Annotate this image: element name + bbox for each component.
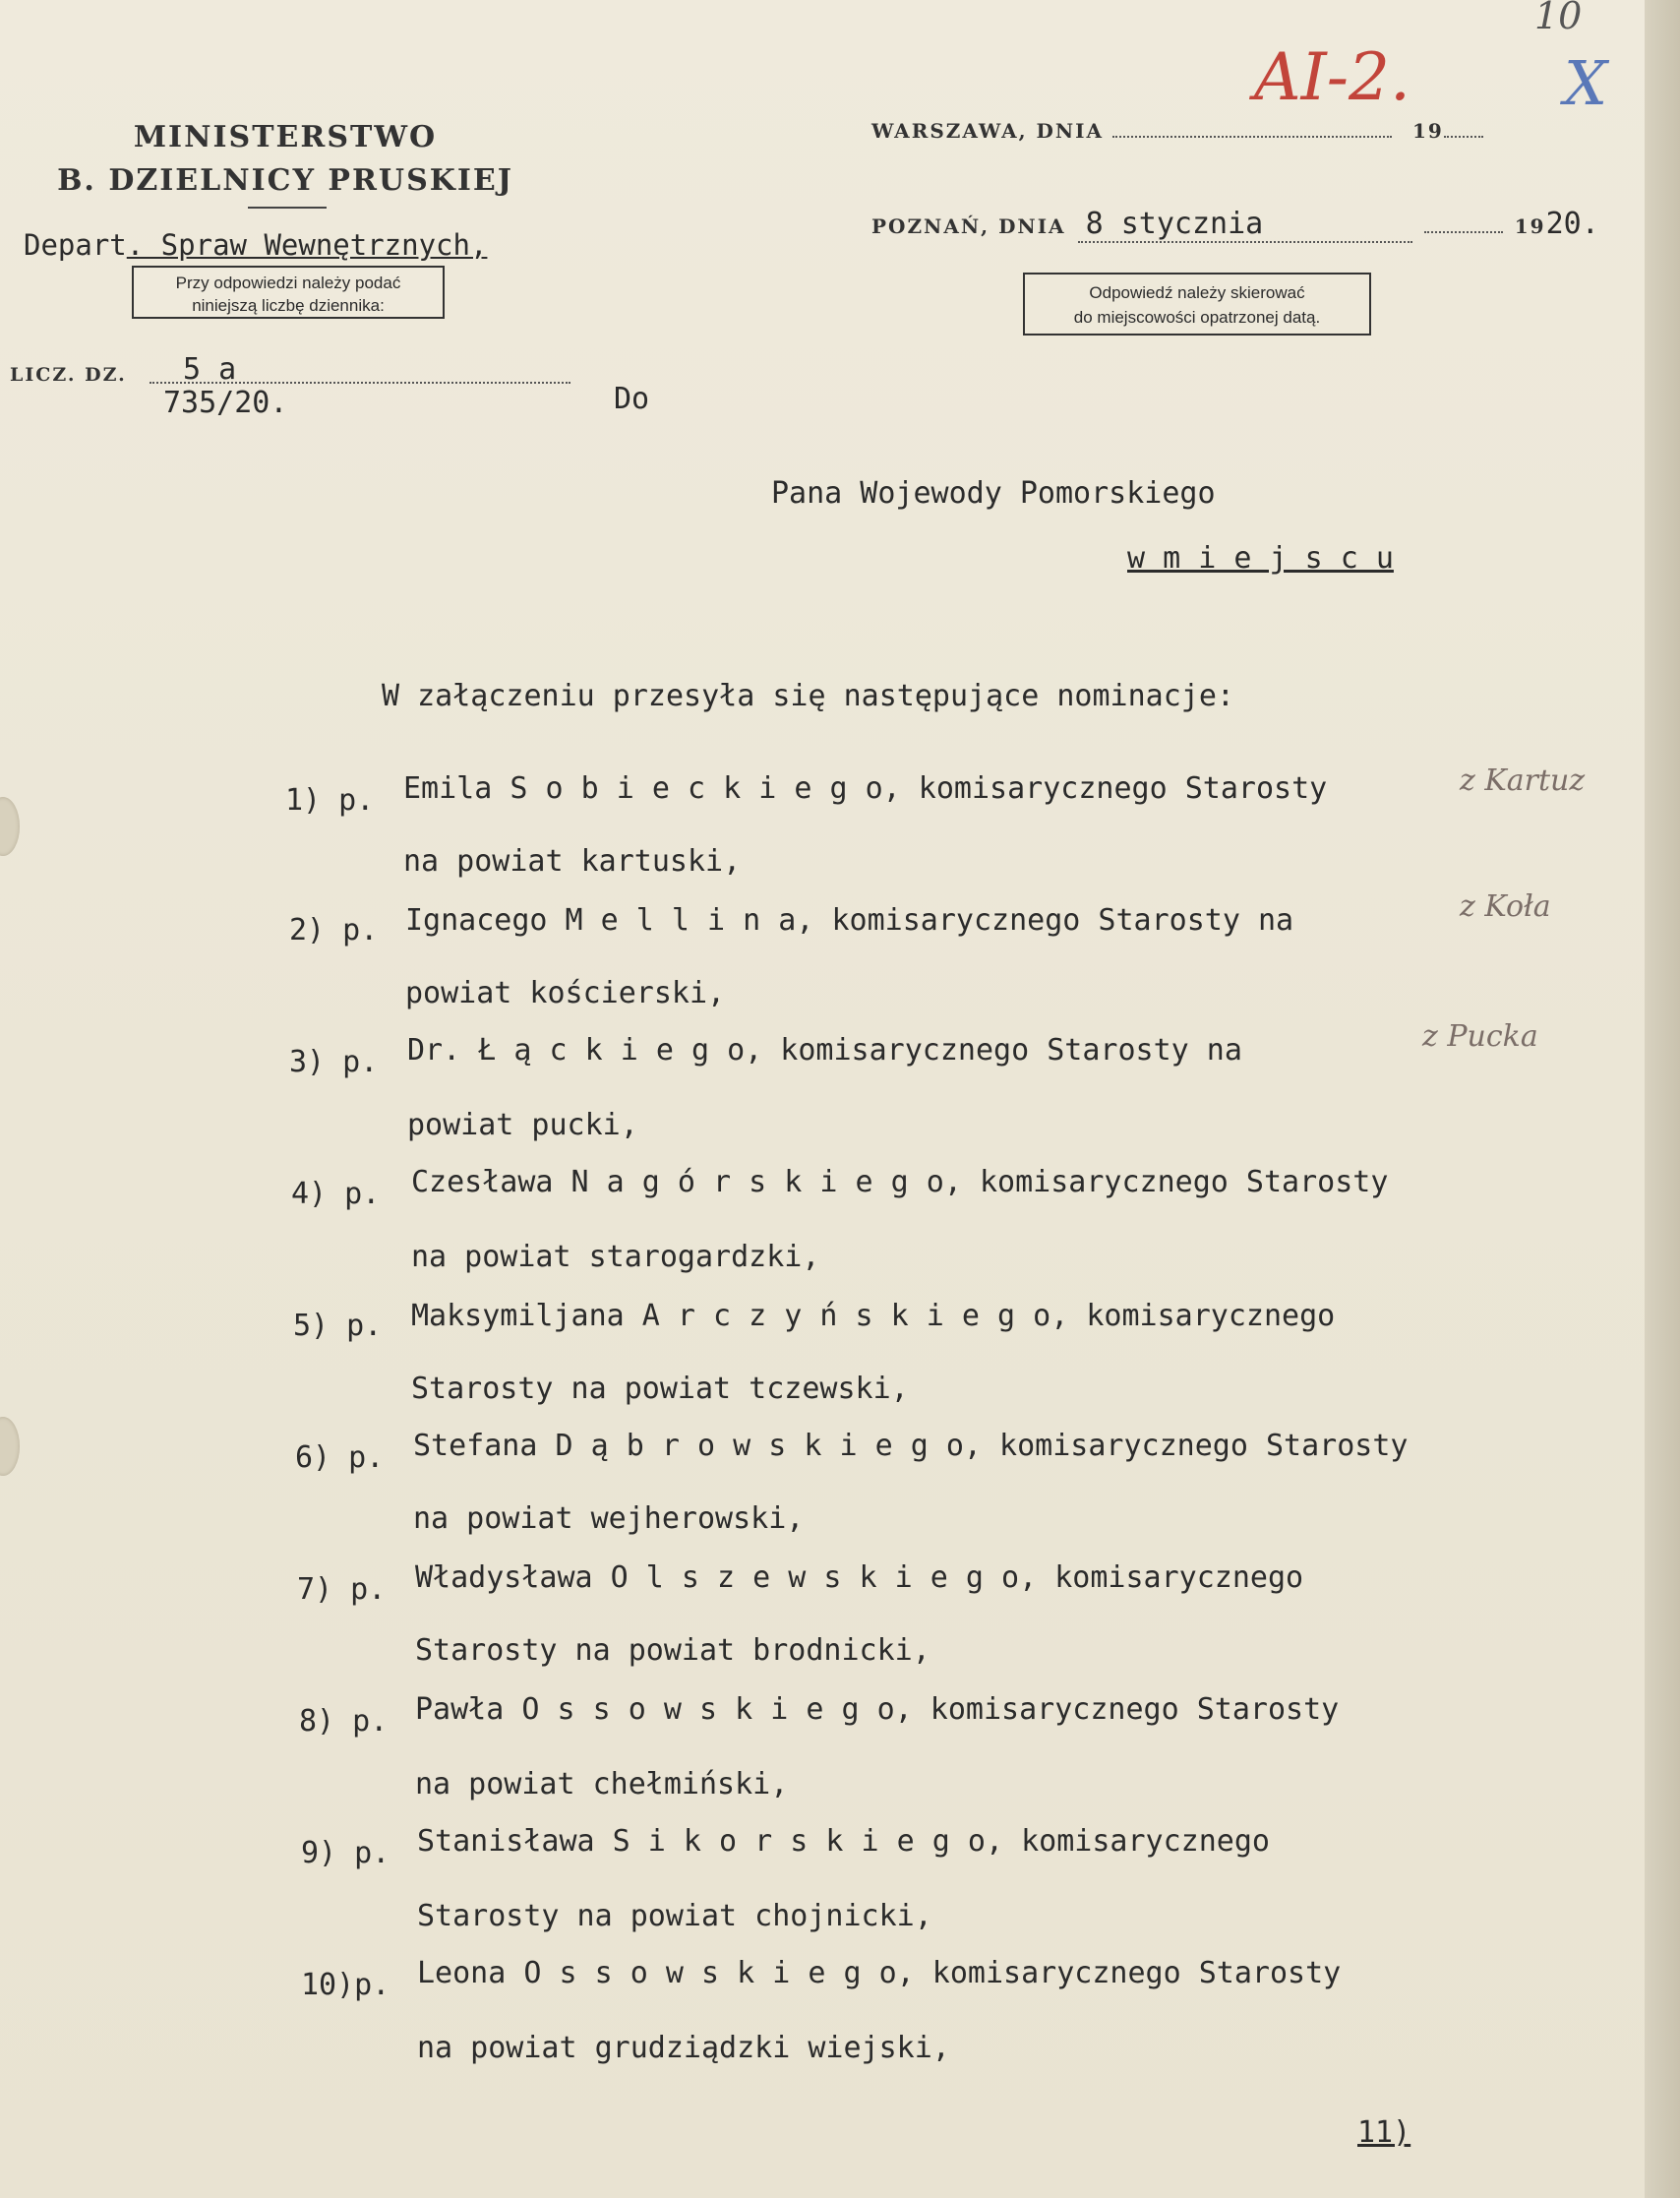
poznan-date-line: POZNAŃ, DNIA 8 stycznia 1920.	[871, 207, 1599, 241]
nomination-line1: Stanisława S i k o r s k i e g o, komisarycznego	[417, 1824, 1270, 1859]
nomination-number: 2) p.	[289, 913, 379, 947]
ministry-header	[10, 116, 561, 203]
nomination-number: 9) p.	[301, 1836, 390, 1870]
reply-note-left-line2: niniejszą liczbę dziennika:	[192, 296, 385, 315]
nomination-line2: powiat kościerski,	[405, 976, 726, 1010]
nomination-number: 8) p.	[299, 1704, 389, 1739]
continuation-marker: 11)	[1357, 2115, 1411, 2150]
nomination-line2: Starosty na powiat tczewski,	[411, 1372, 909, 1406]
department-prefix: Depart	[24, 228, 127, 262]
journal-number-value: 5 a	[183, 352, 237, 387]
warszawa-label: WARSZAWA, DNIA	[871, 119, 1105, 143]
nomination-line1: Emila S o b i e c k i e g o, komisarycznego Starosty	[403, 771, 1328, 806]
nomination-line2: na powiat kartuski,	[403, 844, 742, 879]
nomination-number: 10)p.	[301, 1968, 390, 2002]
warszawa-date-dots	[1112, 118, 1392, 138]
nomination-line1: Władysława O l s z e w s k i e g o, komisarycznego	[415, 1560, 1304, 1595]
red-signature-mark: AI-2.	[1254, 39, 1411, 115]
nomination-number: 6) p.	[295, 1440, 385, 1475]
reply-note-right-line1: Odpowiedź należy skierować	[1089, 283, 1305, 302]
poznan-year: 20	[1545, 207, 1582, 241]
nomination-number: 5) p.	[293, 1309, 383, 1343]
handwritten-note: z Koła	[1460, 889, 1551, 924]
address-to: Do	[614, 382, 650, 416]
reply-note-left-line1: Przy odpowiedzi należy podać	[175, 274, 401, 292]
nomination-line1: Ignacego M e l l i n a, komisarycznego Starosty na	[405, 903, 1294, 938]
page-number: 10	[1534, 0, 1583, 37]
punch-hole	[0, 1417, 20, 1476]
reply-note-box-right	[1023, 273, 1371, 336]
journal-number-dots	[150, 382, 570, 384]
nomination-line2: powiat pucki,	[407, 1108, 638, 1142]
nomination-number: 7) p.	[297, 1572, 387, 1607]
nomination-line1: Maksymiljana A r c z y ń s k i e g o, komisarycznego	[411, 1299, 1336, 1333]
recipient-name: Pana Wojewody Pomorskiego	[771, 476, 1216, 511]
poznan-year-prefix: 19	[1514, 214, 1546, 238]
poznan-date: 8 stycznia	[1078, 207, 1412, 243]
reply-note-right-line2: do miejscowości opatrzonej datą.	[1073, 308, 1321, 327]
nomination-line2: Starosty na powiat brodnicki,	[415, 1633, 930, 1668]
warszawa-year: 19	[1411, 119, 1444, 143]
nomination-line2: na powiat starogardzki,	[411, 1240, 820, 1274]
poznan-label: POZNAŃ, DNIA	[871, 214, 1066, 238]
handwritten-note: z Kartuz	[1460, 763, 1586, 798]
nomination-line1: Leona O s s o w s k i e g o, komisarycznego Starosty	[417, 1956, 1342, 1990]
nomination-number: 4) p.	[291, 1177, 381, 1211]
nomination-line1: Czesława N a g ó r s k i e g o, komisarycznego Starosty	[411, 1165, 1389, 1199]
journal-number-label: LICZ. DZ.	[10, 364, 127, 386]
journal-number-ref: 735/20.	[163, 386, 288, 420]
reply-note-box-left	[132, 266, 445, 319]
ministry-line2: B. DZIELNICY PRUSKIEJ	[57, 163, 513, 198]
nomination-number: 3) p.	[289, 1045, 379, 1079]
nomination-line1: Pawła O s s o w s k i e g o, komisarycznego Starosty	[415, 1692, 1340, 1727]
warszawa-date-line	[871, 118, 1483, 143]
poznan-date-dots	[1424, 231, 1503, 233]
nomination-line1: Stefana D ą b r o w s k i e g o, komisarycznego Starosty	[413, 1429, 1409, 1463]
paper-edge	[1645, 0, 1680, 2198]
ministry-line1: MINISTERSTWO	[133, 120, 438, 154]
recipient-place: w m i e j s c u	[1127, 541, 1394, 576]
nomination-line1: Dr. Ł ą c k i e g o, komisarycznego Starosty na	[407, 1033, 1242, 1068]
department-line	[24, 228, 487, 262]
header-separator	[248, 207, 327, 209]
blue-x-mark: X	[1564, 47, 1608, 119]
nomination-line2: na powiat grudziądzki wiejski,	[417, 2031, 950, 2065]
intro-text: W załączeniu przesyła się następujące nominacje:	[382, 679, 1234, 713]
nomination-line2: Starosty na powiat chojnicki,	[417, 1899, 932, 1933]
warszawa-year-dots	[1444, 118, 1483, 138]
nomination-number: 1) p.	[285, 783, 375, 818]
punch-hole	[0, 797, 20, 856]
nomination-line2: na powiat wejherowski,	[413, 1501, 805, 1536]
handwritten-note: z Pucka	[1422, 1019, 1538, 1054]
department-name: . Spraw Wewnętrznych,	[126, 228, 488, 262]
nomination-line2: na powiat chełmiński,	[415, 1767, 789, 1801]
